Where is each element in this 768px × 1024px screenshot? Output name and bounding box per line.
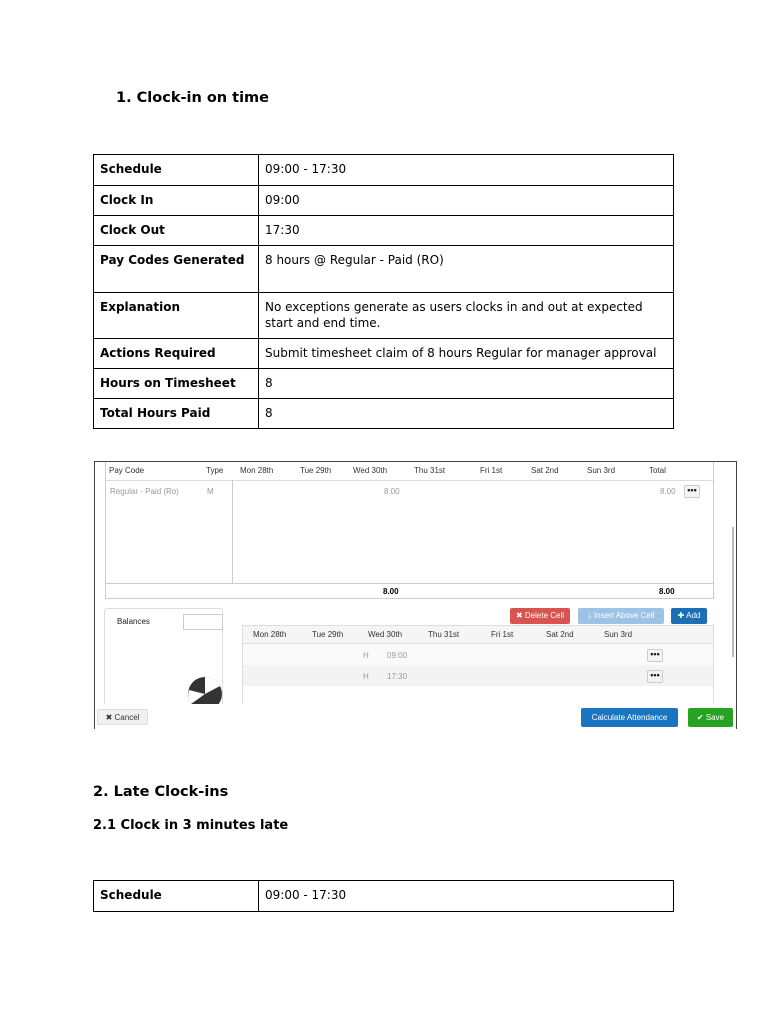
cancel-button[interactable] (97, 709, 148, 725)
row-value: No exceptions generate as users clocks in and out at expected start and end time. (259, 293, 674, 339)
punch-time[interactable]: 09:00 (387, 651, 408, 660)
total-cell: 8.00 (660, 487, 676, 496)
cancel-label: Cancel (114, 713, 140, 722)
punch-type: H (363, 672, 369, 681)
punch-menu-button[interactable]: ••• (647, 670, 663, 683)
table-row (94, 155, 674, 186)
table-row (94, 216, 674, 246)
col-tue: Tue 29th (300, 466, 332, 475)
type-cell[interactable]: M (207, 487, 214, 496)
table-row (94, 399, 674, 429)
table-row (94, 186, 674, 216)
lower-col-thu: Thu 31st (428, 630, 460, 639)
row-menu-button[interactable]: ••• (684, 485, 700, 498)
insert-above-cell-button[interactable] (578, 608, 664, 624)
close-icon: ✖ (105, 713, 115, 722)
row-label: Actions Required (94, 339, 259, 369)
lower-col-sat: Sat 2nd (546, 630, 574, 639)
col-pay-code: Pay Code (109, 466, 145, 475)
table-row (94, 293, 674, 339)
row-label: Clock Out (94, 216, 259, 246)
row-label: Explanation (94, 293, 259, 339)
row-label: Total Hours Paid (94, 399, 259, 429)
close-icon: ✖ (515, 611, 525, 620)
pay-code-grid (105, 462, 714, 599)
row-value: 09:00 - 17:30 (259, 881, 674, 912)
col-sun: Sun 3rd (587, 466, 616, 475)
delete-cell-label: Delete Cell (524, 611, 565, 620)
table-row (94, 246, 674, 293)
table-row (243, 644, 713, 665)
wed-hours-cell[interactable]: 8.00 (384, 487, 400, 496)
row-value: 8 (259, 369, 674, 399)
grand-total: 8.00 (659, 587, 675, 596)
row-value: Submit timesheet claim of 8 hours Regular for manager approval (259, 339, 674, 369)
col-total: Total (649, 466, 666, 475)
col-wed: Wed 30th (353, 466, 388, 475)
balances-select[interactable] (183, 614, 223, 630)
section-2-title: 2. Late Clock-ins (93, 784, 229, 800)
punch-type: H (363, 651, 369, 660)
row-label: Schedule (94, 155, 259, 186)
table-row (243, 665, 713, 686)
row-value: 09:00 (259, 186, 674, 216)
punch-menu-button[interactable]: ••• (647, 649, 663, 662)
delete-cell-button[interactable] (510, 608, 570, 624)
checkmark-icon: ✔ (696, 713, 706, 722)
col-mon: Mon 28th (240, 466, 274, 475)
table-row (94, 369, 674, 399)
lower-col-tue: Tue 29th (312, 630, 344, 639)
insert-above-label: Insert Above Cell (593, 611, 655, 620)
save-button[interactable] (688, 708, 733, 727)
lower-col-mon: Mon 28th (253, 630, 287, 639)
save-label: Save (705, 713, 725, 722)
lower-col-sun: Sun 3rd (604, 630, 633, 639)
loading-spinner-icon (187, 676, 223, 706)
punch-time[interactable]: 17:30 (387, 672, 408, 681)
table-row (94, 881, 674, 912)
row-label: Schedule (94, 881, 259, 912)
lower-col-fri: Fri 1st (491, 630, 514, 639)
row-label: Hours on Timesheet (94, 369, 259, 399)
add-button[interactable] (671, 608, 707, 624)
pay-code-cell[interactable]: Regular - Paid (Ro) (110, 487, 179, 496)
col-fri: Fri 1st (480, 466, 503, 475)
row-value: 8 (259, 399, 674, 429)
row-value: 17:30 (259, 216, 674, 246)
col-sat: Sat 2nd (531, 466, 559, 475)
row-label: Pay Codes Generated (94, 246, 259, 293)
table-row (94, 339, 674, 369)
balances-label: Balances (117, 617, 150, 626)
timesheet-screenshot (94, 461, 737, 729)
plus-icon: ✚ (677, 611, 687, 620)
col-thu: Thu 31st (414, 466, 446, 475)
row-value: 8 hours @ Regular - Paid (RO) (259, 246, 674, 293)
section-2-table (93, 880, 674, 912)
lower-col-wed: Wed 30th (368, 630, 403, 639)
wed-total: 8.00 (383, 587, 399, 596)
section-1-table (93, 154, 674, 429)
section-1-title: 1. Clock-in on time (116, 90, 269, 106)
arrow-down-icon: 🡓 (587, 611, 594, 620)
calculate-attendance-button[interactable]: Calculate Attendance (581, 708, 678, 727)
section-2-1-title: 2.1 Clock in 3 minutes late (93, 818, 289, 833)
col-type: Type (206, 466, 224, 475)
scrollbar[interactable] (732, 527, 734, 657)
add-label: Add (686, 611, 701, 620)
row-value: 09:00 - 17:30 (259, 155, 674, 186)
row-label: Clock In (94, 186, 259, 216)
